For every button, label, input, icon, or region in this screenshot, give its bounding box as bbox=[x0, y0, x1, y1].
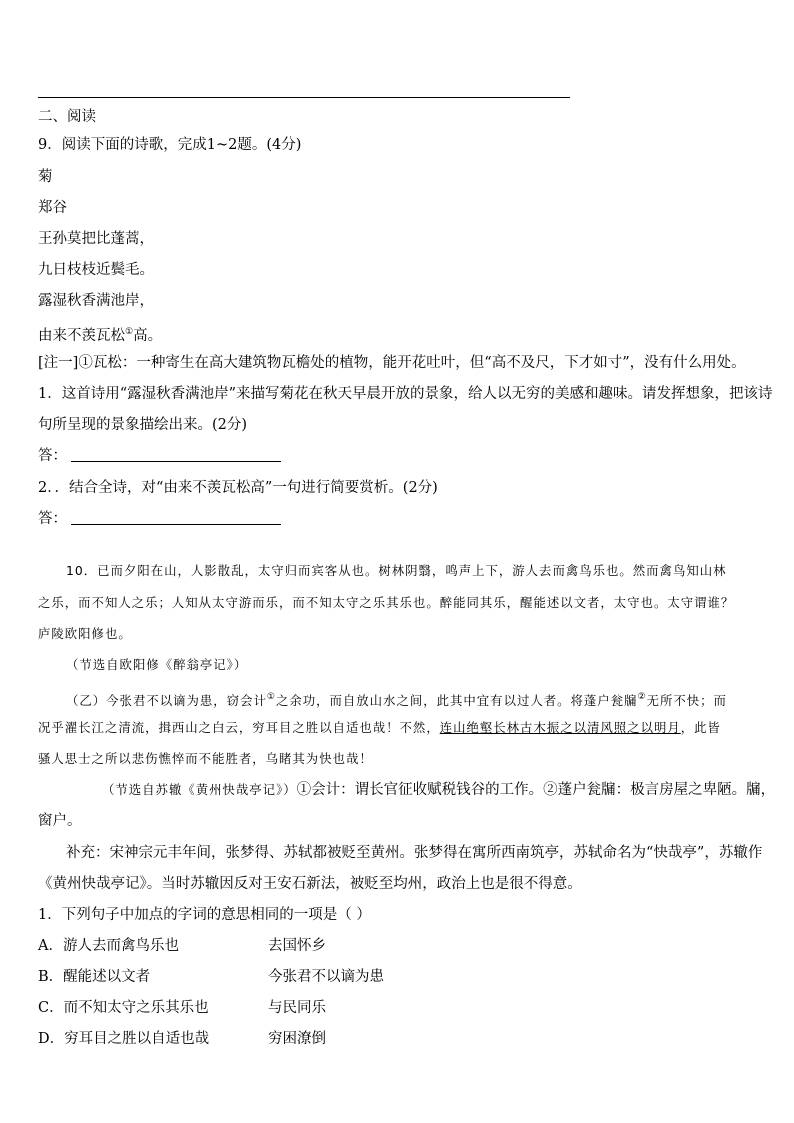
poem-line-1: 王孙莫把比蓬蒿， bbox=[38, 231, 154, 247]
option-d[interactable]: D．穷耳目之胜以自适也哉 穷困潦倒 bbox=[38, 1031, 326, 1047]
q9-sub1-line2: 句所呈现的景象描绘出来。(2分) bbox=[38, 417, 248, 433]
option-c[interactable]: C．而不知太守之乐其乐也 与民同乐 bbox=[38, 1000, 326, 1016]
poem-line-2: 九日枝枝近鬓毛。 bbox=[38, 262, 154, 278]
poem-line-3: 露湿秋香满池岸， bbox=[38, 293, 154, 309]
q10-sub1: 1．下列句子中加点的字词的意思相同的一项是（ ） bbox=[38, 907, 371, 923]
q10-para1-line1: 10．已而夕阳在山，人影散乱，太守归而宾客从也。树林阴翳，鸣声上下，游人去而禽鸟乐也。然而禽鸟知山林 bbox=[66, 563, 727, 578]
q10-supplement-line2: 《黄州快哉亭记》。当时苏辙因反对王安石新法，被贬至均州，政治上也是很不得意。 bbox=[38, 876, 582, 892]
q10-para2-line1: （乙）今张君不以谪为患，窃会计①之余功，而自放山水之间，此其中宜有以过人者。将蓬户瓮牖②无所不快；而 bbox=[66, 692, 727, 708]
q9-sub2-answer[interactable]: 答： bbox=[38, 510, 281, 528]
q9-sub2: 2．．结合全诗，对“由来不羡瓦松高”一句进行简要赏析。(2分) bbox=[38, 480, 438, 496]
poem-note: [注一]①瓦松：一种寄生在高大建筑物瓦檐处的植物，能开花吐叶，但“高不及尺，下才如寸”，没有什么用处。 bbox=[38, 355, 746, 371]
q10-source2: （节选自苏辙《黄州快哉亭记》）①会计：谓长官征收赋税钱谷的工作。②蓬户瓮牖：极言房屋之卑陋。牖， bbox=[102, 782, 776, 798]
poem-title: 菊 bbox=[38, 169, 53, 185]
section-title: 二、阅读 bbox=[38, 109, 96, 125]
q10-para1-line2: 之乐，而不知人之乐；人知从太守游而乐，而不知太守之乐其乐也。醉能同其乐，醒能述以文者，太守也。太守谓谁？ bbox=[38, 595, 735, 610]
poem-author: 郑谷 bbox=[38, 200, 67, 216]
q10-source1: （节选自欧阳修《醉翁亭记》） bbox=[66, 657, 248, 672]
poem-line-4: 由来不羡瓦松①高。 bbox=[38, 327, 163, 344]
q10-para2-line2: 况乎濯长江之清流，揖西山之白云，穷耳目之胜以自适也哉！不然，连山绝壑长林古木振之以清风照之以明月，此皆 bbox=[38, 720, 721, 735]
answer-blank[interactable] bbox=[71, 447, 281, 462]
option-b[interactable]: B．醒能述以文者 今张君不以谪为患 bbox=[38, 969, 384, 985]
q10-supplement-line1: 补充：宋神宗元丰年间，张梦得、苏轼都被贬至黄州。张梦得在寓所西南筑亭，苏轼命名为“快哉亭”，苏辙作 bbox=[66, 845, 763, 861]
q10-source2-cont: 窗户。 bbox=[38, 813, 82, 829]
option-a[interactable]: A．游人去而禽鸟乐也 去国怀乡 bbox=[38, 938, 326, 954]
q9-sub1-line1: 1．这首诗用“露湿秋香满池岸”来描写菊花在秋天早晨开放的景象，给人以无穷的美感和趣味。请发挥想象，把该诗 bbox=[38, 386, 773, 402]
q9-sub1-answer[interactable]: 答： bbox=[38, 447, 281, 465]
q9-prompt: 9．阅读下面的诗歌，完成1~2题。(4分) bbox=[38, 137, 302, 153]
underlined-sentence: 连山绝壑长林古木振之以清风照之以明月 bbox=[439, 720, 681, 735]
top-rule bbox=[38, 97, 570, 98]
answer-blank[interactable] bbox=[71, 510, 281, 525]
q10-para1-line3: 庐陵欧阳修也。 bbox=[38, 626, 132, 641]
q10-para2-line3: 骚人思士之所以悲伤憔悴而不能胜者，乌睹其为快也哉！ bbox=[38, 751, 373, 766]
